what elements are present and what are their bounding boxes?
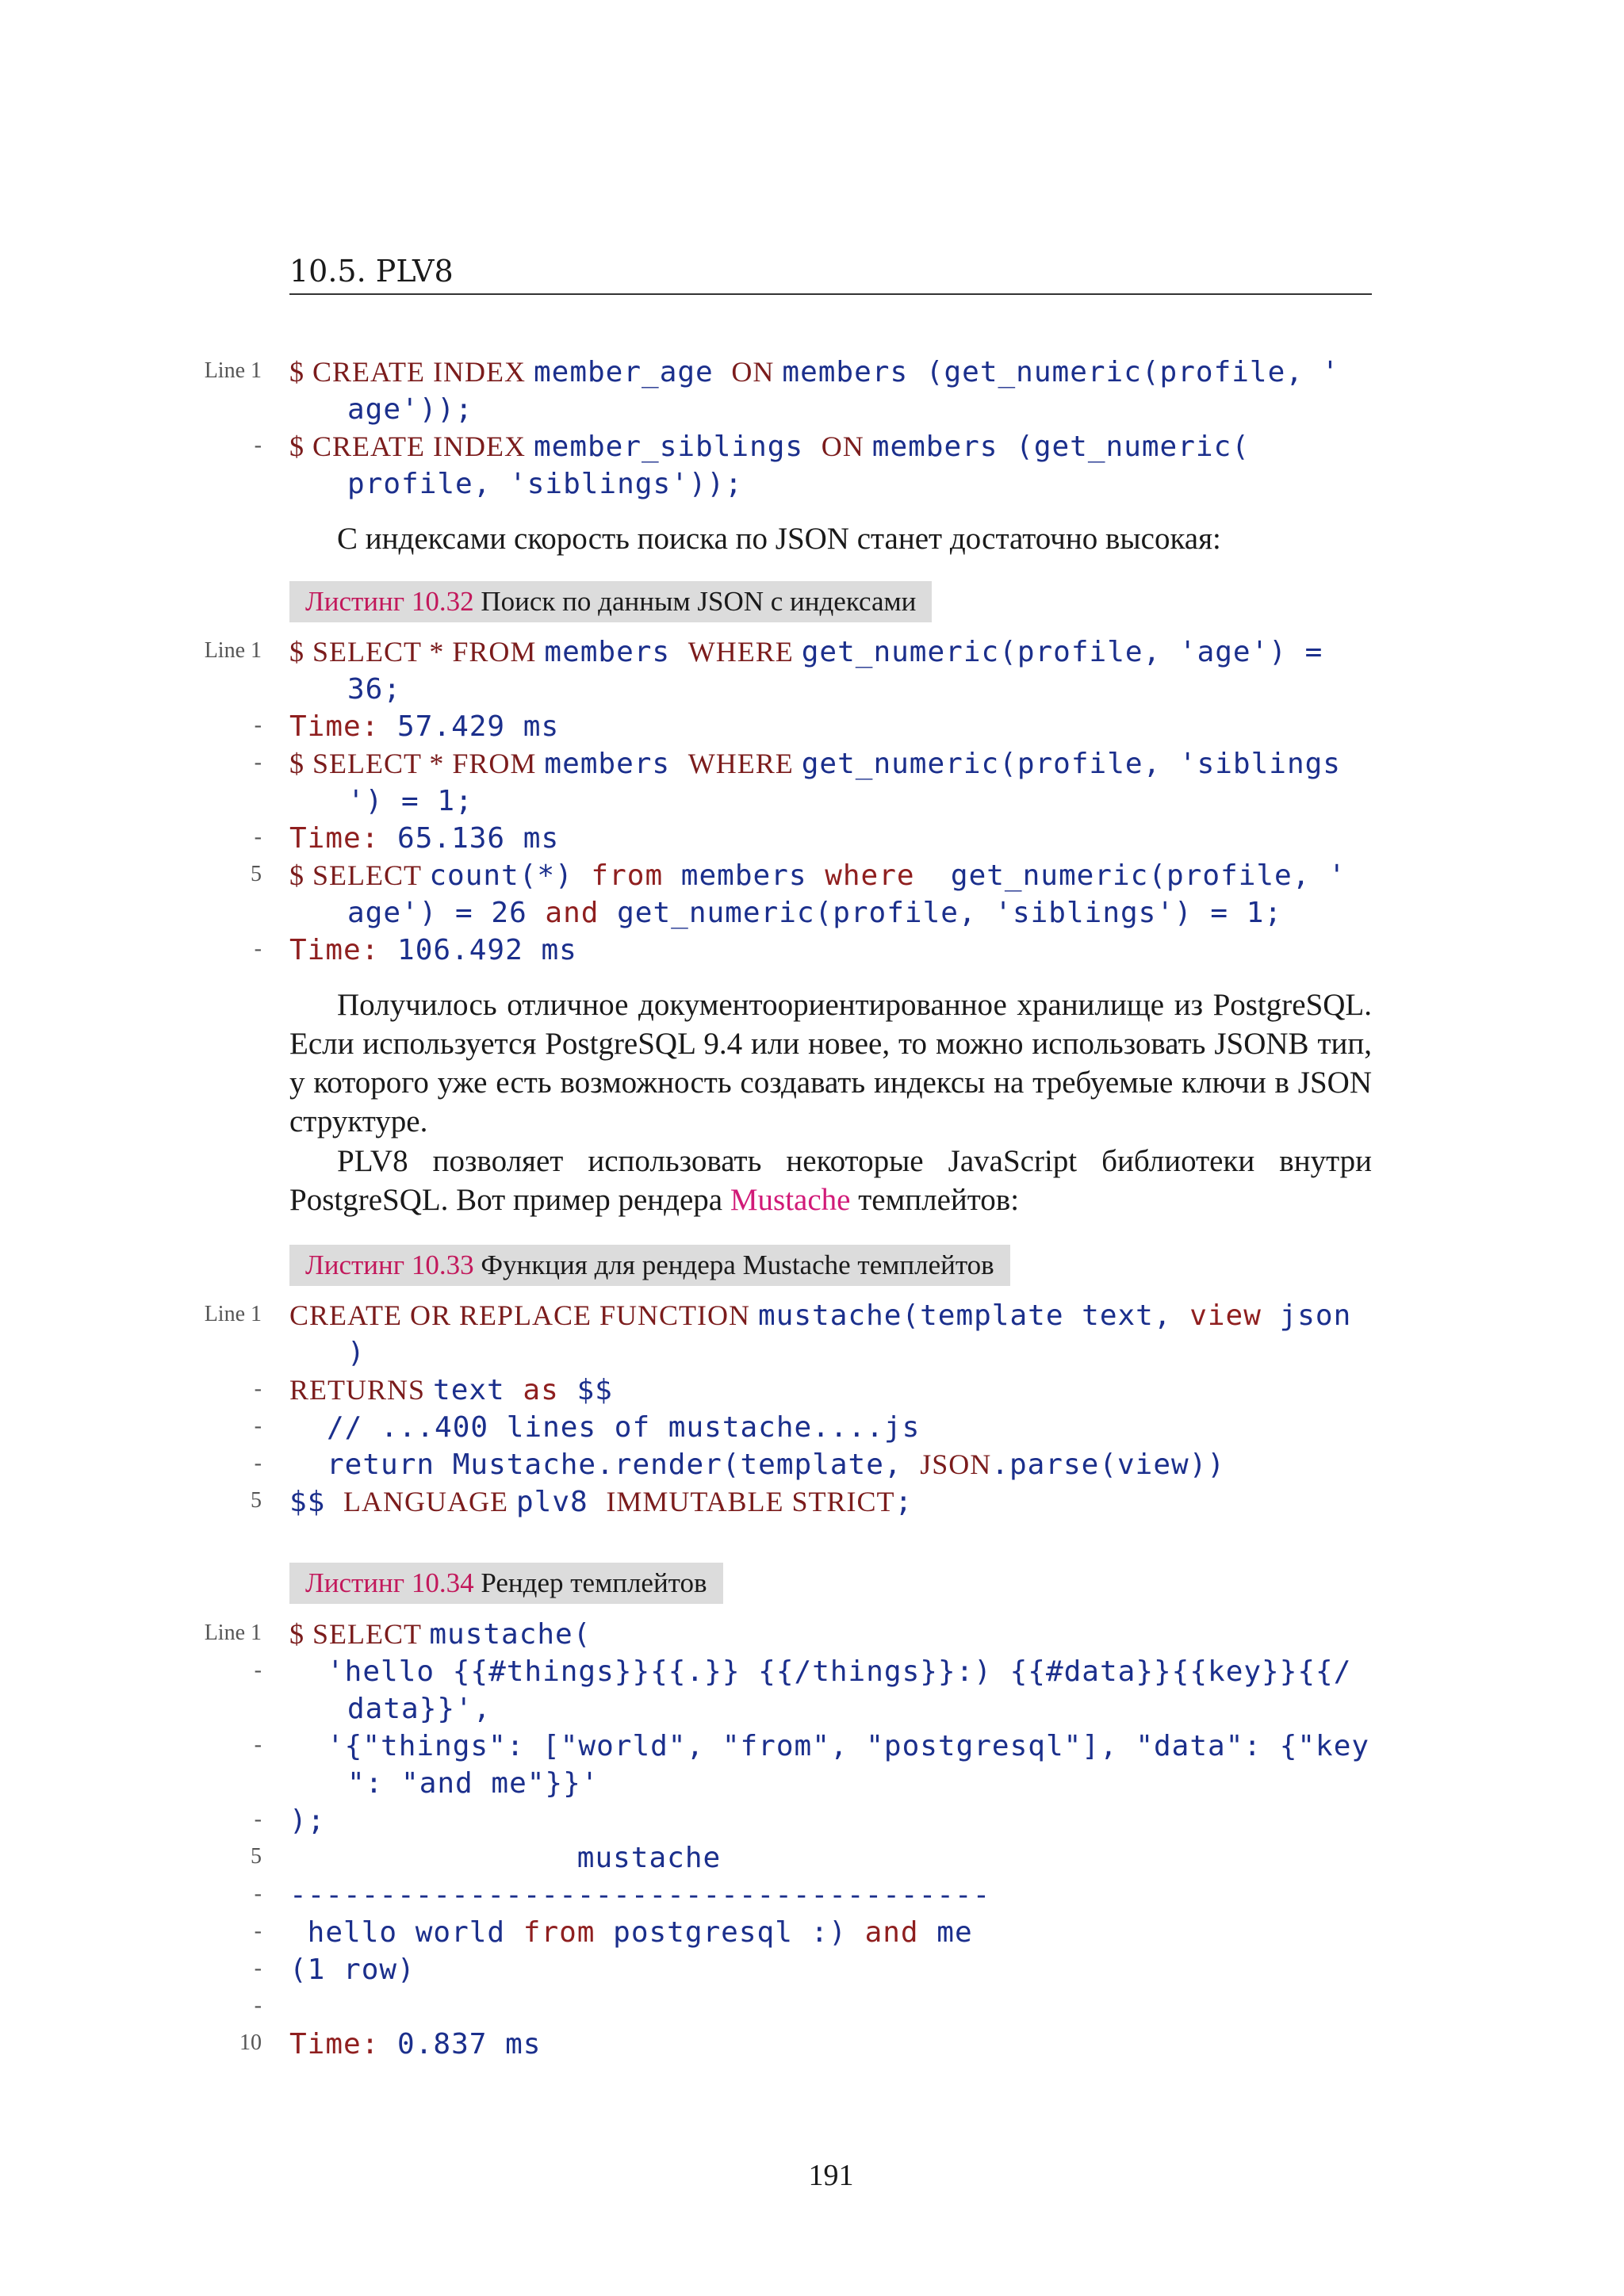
paragraph-text: PLV8 позволяет использовать некоторые JavaScript библиотеки внутри PostgreSQL. Вот пример рендера — [289, 1144, 1372, 1217]
line-number: - — [254, 1881, 262, 1906]
listing-title: Функция для рендера Mustache темплейтов — [473, 1249, 994, 1280]
line-number: 5 — [251, 862, 262, 886]
code-line — [0, 820, 1624, 857]
running-header: 10.5. PLV8 — [289, 254, 454, 289]
code-identifier: json — [1279, 1299, 1352, 1332]
code-identifier: ; — [894, 1486, 914, 1518]
code-text — [347, 1334, 366, 1372]
line-number: - — [254, 433, 262, 457]
code-identifier: $$ — [576, 1374, 613, 1406]
code-identifier: mustache — [289, 1842, 722, 1874]
code-text — [289, 745, 1341, 783]
code-keyword: $ SELECT — [289, 859, 430, 891]
code-text — [289, 1616, 591, 1653]
code-identifier: age') = 26 — [347, 897, 546, 929]
code-reserved: and — [545, 897, 618, 929]
code-text — [289, 1802, 325, 1839]
code-identifier: 57.429 ms — [397, 710, 560, 743]
line-number: - — [254, 1919, 262, 1943]
code-identifier: '{"things": ["world", "from", "postgresql"], "data": {"key — [327, 1730, 1370, 1762]
code-identifier: .parse(view)) — [991, 1448, 1226, 1481]
code-reserved: Time: — [289, 710, 398, 743]
code-line — [0, 745, 1624, 783]
code-identifier: get_numeric(profile, 'age') = — [801, 636, 1323, 668]
line-number: - — [254, 1993, 262, 2018]
line-number: - — [254, 1658, 262, 1682]
code-identifier: ') = 1; — [347, 785, 473, 817]
code-text — [289, 1951, 416, 1988]
paragraph-text-end: темплейтов: — [850, 1183, 1020, 1217]
page-number: 191 — [808, 2159, 854, 2192]
code-identifier: --------------------------------------- — [289, 1879, 991, 1911]
code-text — [289, 820, 559, 857]
code-identifier: members (get_numeric(profile, ' — [782, 356, 1340, 388]
code-text — [289, 1914, 973, 1951]
code-text — [289, 633, 1323, 671]
code-text — [347, 1690, 491, 1728]
code-reserved: Time: — [289, 822, 398, 855]
code-keyword: JSON — [920, 1448, 992, 1480]
line-number: - — [254, 936, 262, 961]
code-identifier: mustache(template text, — [758, 1299, 1190, 1332]
code-text — [347, 783, 473, 820]
line-number: - — [254, 1414, 262, 1438]
code-identifier: postgresql :) — [613, 1916, 865, 1949]
code-identifier: member_siblings — [533, 430, 822, 463]
listing-title: Поиск по данным JSON с индексами — [473, 586, 917, 617]
code-line — [0, 1409, 1624, 1446]
code-line — [0, 633, 1624, 671]
line-number: - — [254, 750, 262, 775]
code-identifier: get_numeric(profile, ' — [950, 859, 1346, 892]
code-line — [0, 1297, 1624, 1334]
code-identifier: age')); — [347, 393, 473, 426]
listing-caption-10-34 — [289, 1563, 723, 1604]
code-line — [0, 783, 1624, 820]
line-number: - — [254, 825, 262, 849]
code-identifier: data}}', — [347, 1693, 492, 1725]
code-keyword: WHERE — [688, 748, 802, 779]
code-identifier: // ...400 lines of mustache....js — [327, 1411, 921, 1444]
code-reserved: as — [523, 1374, 577, 1406]
code-text — [289, 354, 1339, 391]
code-line — [0, 1988, 1624, 2026]
code-line — [0, 708, 1624, 745]
code-line — [0, 671, 1624, 708]
code-line — [0, 1951, 1624, 1988]
line-number: - — [254, 1732, 262, 1757]
code-line — [0, 1802, 1624, 1839]
code-keyword: CREATE OR REPLACE FUNCTION — [289, 1299, 759, 1331]
code-text — [327, 1446, 1225, 1483]
code-text — [327, 1728, 1369, 1765]
listing-caption-10-33 — [289, 1245, 1010, 1286]
code-keyword: IMMUTABLE STRICT — [606, 1486, 895, 1517]
code-identifier: text — [433, 1374, 523, 1406]
code-line — [0, 1877, 1624, 1914]
code-identifier: ": "and me"}}' — [347, 1767, 599, 1800]
code-identifier: 106.492 ms — [397, 934, 577, 966]
code-text — [347, 671, 401, 708]
code-text — [289, 1877, 990, 1914]
header-rule — [289, 293, 1372, 295]
code-line — [0, 1839, 1624, 1877]
listing-label: Листинг 10.33 — [305, 1249, 474, 1280]
code-reserved: view — [1189, 1299, 1280, 1332]
code-text — [289, 1483, 913, 1521]
code-identifier: 65.136 ms — [397, 822, 560, 855]
code-keyword: $ SELECT * FROM — [289, 636, 545, 668]
code-text — [327, 1409, 920, 1446]
code-text — [289, 857, 1346, 894]
code-identifier: mustache( — [429, 1618, 592, 1651]
code-identifier: $$ — [289, 1486, 344, 1518]
code-line — [0, 465, 1624, 503]
paragraph-index-speed: С индексами скорость поиска по JSON станет достаточно высокая: — [337, 522, 1221, 556]
line-number: 10 — [239, 2030, 262, 2055]
code-text — [289, 1297, 1351, 1334]
code-identifier: plv8 — [516, 1486, 607, 1518]
code-line — [0, 1914, 1624, 1951]
code-identifier: get_numeric(profile, 'siblings') = 1; — [617, 897, 1283, 929]
line-number: - — [254, 1376, 262, 1401]
code-line — [0, 1372, 1624, 1409]
code-text — [289, 428, 1250, 465]
code-line — [0, 428, 1624, 465]
code-line — [0, 1765, 1624, 1802]
code-identifier: return Mustache.render(template, — [327, 1448, 921, 1481]
code-text — [347, 465, 743, 503]
code-identifier: hello world — [289, 1916, 523, 1949]
code-identifier: profile, 'siblings')); — [347, 468, 743, 500]
code-reserved: and — [864, 1916, 937, 1949]
code-reserved: from — [523, 1916, 614, 1949]
code-line — [0, 1728, 1624, 1765]
line-number: Line 1 — [204, 1302, 262, 1326]
code-line — [0, 1483, 1624, 1521]
line-number: - — [254, 1956, 262, 1980]
code-line — [0, 2026, 1624, 2063]
code-identifier: members — [544, 636, 688, 668]
code-identifier: get_numeric(profile, 'siblings — [801, 748, 1341, 780]
code-text — [347, 894, 1282, 932]
code-identifier: 0.837 ms — [397, 2028, 542, 2061]
listing-label: Листинг 10.34 — [305, 1567, 474, 1598]
code-identifier: me — [936, 1916, 973, 1949]
code-line — [0, 932, 1624, 969]
code-text — [347, 391, 473, 428]
code-text — [289, 708, 559, 745]
code-reserved: from — [591, 859, 681, 892]
code-identifier: members (get_numeric( — [871, 430, 1250, 463]
code-line — [0, 354, 1624, 391]
code-keyword: ON — [821, 430, 872, 462]
code-line — [0, 1653, 1624, 1690]
listing-title: Рендер темплейтов — [473, 1567, 707, 1598]
code-keyword: $ SELECT — [289, 1618, 430, 1650]
code-text — [289, 932, 577, 969]
code-identifier: ); — [289, 1804, 326, 1837]
code-line — [0, 1616, 1624, 1653]
code-keyword: $ SELECT * FROM — [289, 748, 545, 779]
code-line — [0, 1334, 1624, 1372]
code-text — [327, 1653, 1351, 1690]
mustache-link[interactable]: Mustache — [730, 1183, 851, 1217]
code-identifier: (1 row) — [289, 1954, 416, 1986]
code-text — [289, 1839, 721, 1877]
line-number: 5 — [251, 1844, 262, 1869]
code-text — [347, 1765, 599, 1802]
line-number: - — [254, 1451, 262, 1475]
code-keyword: $ CREATE INDEX — [289, 430, 534, 462]
code-line — [0, 894, 1624, 932]
code-text — [289, 2026, 541, 2063]
line-number: 5 — [251, 1488, 262, 1513]
paragraph-plv8-libraries — [289, 1142, 1372, 1219]
listing-label: Листинг 10.32 — [305, 586, 474, 617]
code-line — [0, 391, 1624, 428]
code-keyword: LANGUAGE — [343, 1486, 516, 1517]
code-keyword: WHERE — [688, 636, 802, 668]
code-line — [0, 1446, 1624, 1483]
listing-caption-10-32 — [289, 581, 932, 622]
code-keyword: RETURNS — [289, 1374, 434, 1406]
code-line — [0, 857, 1624, 894]
code-reserved: Time: — [289, 934, 398, 966]
code-reserved: where — [825, 859, 951, 892]
code-text — [289, 1372, 613, 1409]
code-identifier: ) — [347, 1337, 366, 1369]
code-identifier: count(*) — [429, 859, 592, 892]
code-identifier: members — [544, 748, 688, 780]
line-number: - — [254, 1807, 262, 1831]
line-number: Line 1 — [204, 358, 262, 383]
code-identifier: 'hello {{#things}}{{.}} {{/things}}:) {{#data}}{{key}}{{/ — [327, 1655, 1352, 1688]
code-keyword: ON — [731, 356, 783, 388]
code-keyword: $ CREATE INDEX — [289, 356, 534, 388]
code-identifier: member_age — [533, 356, 732, 388]
code-reserved: Time: — [289, 2028, 398, 2061]
code-identifier: 36; — [347, 673, 402, 706]
line-number: Line 1 — [204, 1621, 262, 1645]
line-number: Line 1 — [204, 638, 262, 663]
line-number: - — [254, 713, 262, 737]
paragraph-document-store: Получилось отличное документоориентированное хранилище из PostgreSQL. Если используется PostgreSQL 9.4 или новее, то можно использовать JSONB тип, у которого уже есть возможность создавать индексы на требуемые ключи в JSON структуре. — [289, 988, 1372, 1138]
code-identifier: members — [680, 859, 825, 892]
code-line — [0, 1690, 1624, 1728]
